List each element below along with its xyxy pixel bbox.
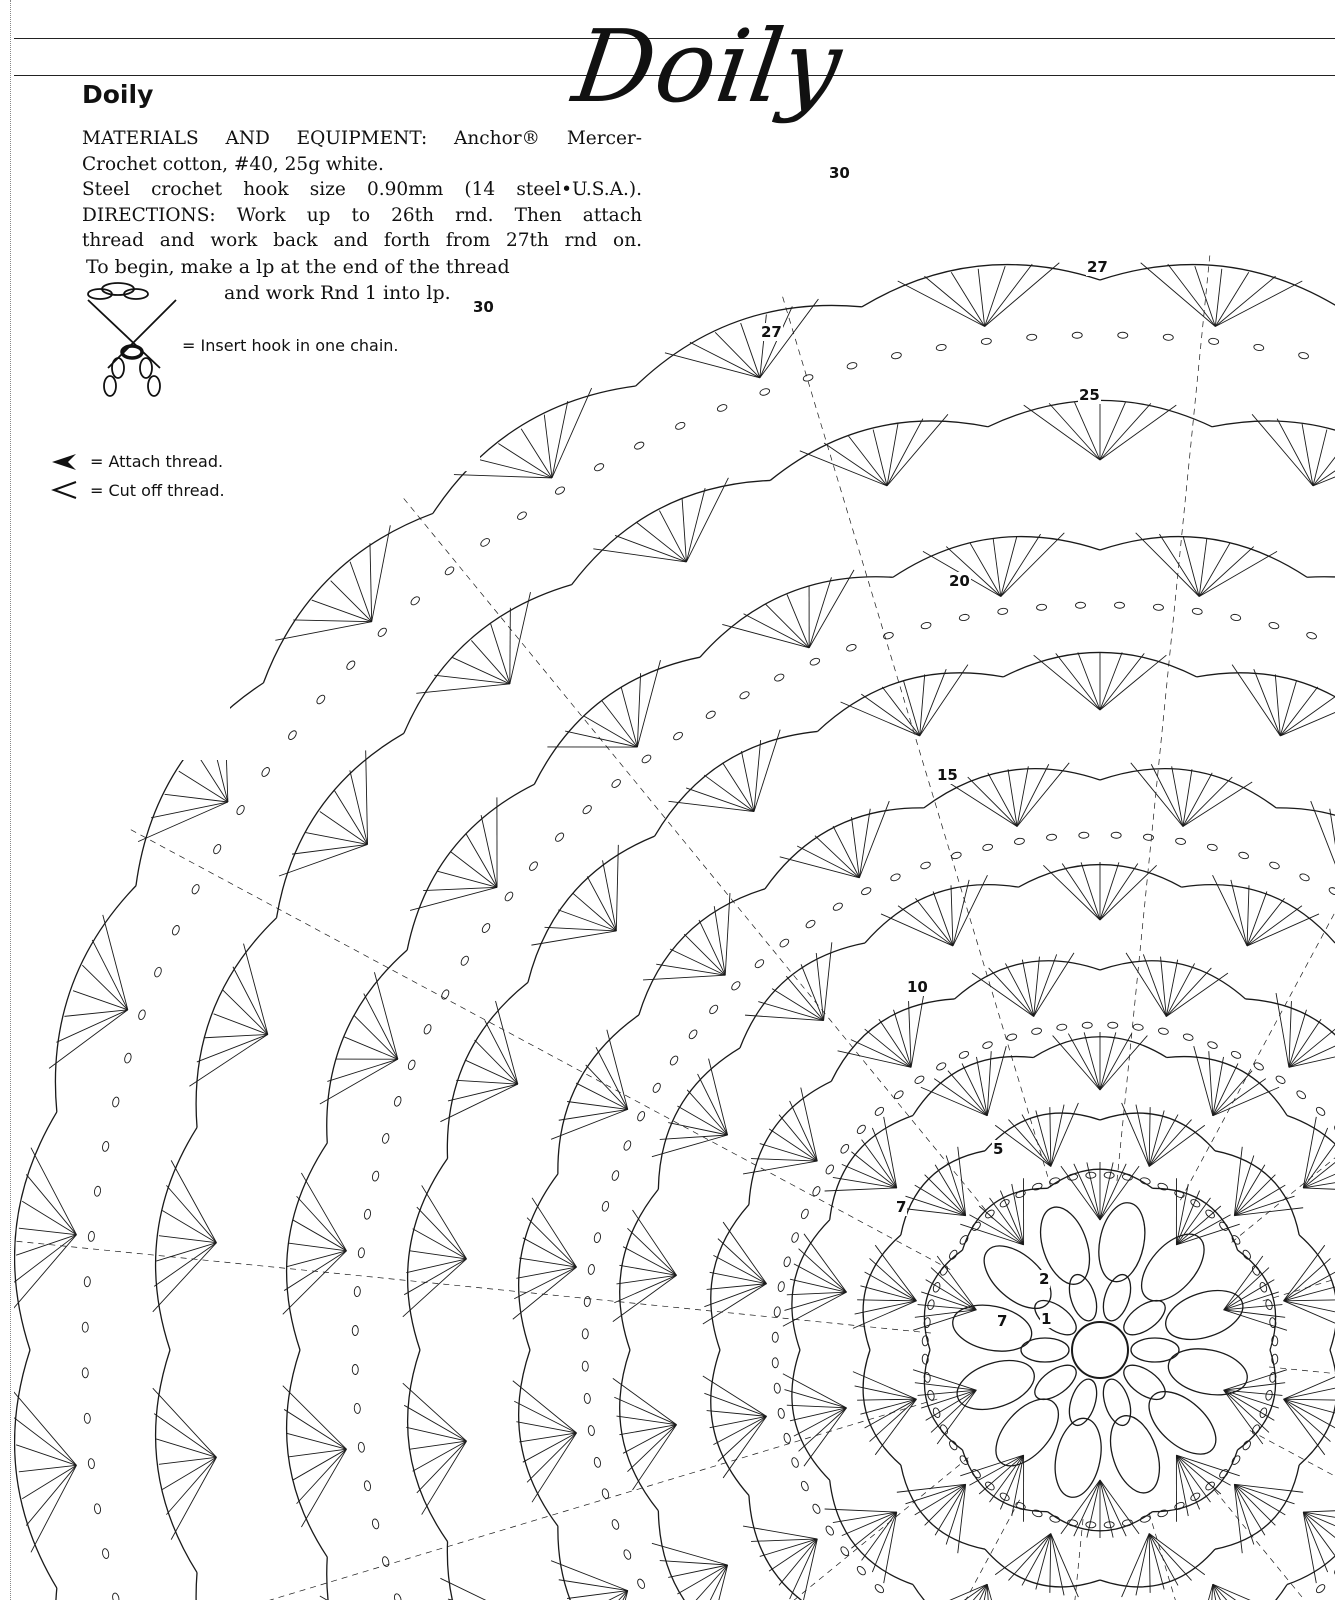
materials-line-2: Crochet cotton, #40, 25g white. <box>82 153 384 175</box>
round-label-27b: 27 <box>761 323 782 341</box>
round-label-2: 2 <box>1039 1270 1050 1288</box>
legend-insert-hook: = Insert hook in one chain. <box>182 336 399 355</box>
directions-line-1: DIRECTIONS: Work up to 26th rnd. Then attach <box>82 204 642 226</box>
intro-line-1: To begin, make a lp at the end of the thread <box>86 256 510 278</box>
round-label-25: 25 <box>1079 386 1100 404</box>
round-label-27a: 27 <box>1087 258 1108 276</box>
cut-thread-icon <box>54 482 76 498</box>
insert-hook-symbol <box>88 283 176 396</box>
legend-attach-thread: = Attach thread. <box>90 452 224 471</box>
attach-thread-icon <box>52 454 76 470</box>
materials-line-3: Steel crochet hook size 0.90mm (14 steel•U.S.A.). <box>82 179 642 200</box>
script-title: Doily <box>566 8 850 125</box>
round-label-7b: 7 <box>896 1198 907 1216</box>
round-label-7a: 7 <box>997 1312 1008 1330</box>
round-label-30b: 30 <box>473 298 494 316</box>
round-label-5: 5 <box>993 1140 1004 1158</box>
round-label-1: 1 <box>1041 1310 1052 1328</box>
directions-line-2: thread and work back and forth from 27th rnd on. <box>82 230 642 251</box>
legend-cut-thread: = Cut off thread. <box>90 481 225 500</box>
round-label-30a: 30 <box>829 164 850 182</box>
intro-line-2: and work Rnd 1 into lp. <box>224 282 451 304</box>
materials-line-1: MATERIALS AND EQUIPMENT: Anchor® Mercer- <box>82 128 642 149</box>
page-title: Doily <box>82 80 154 109</box>
round-label-10: 10 <box>907 978 928 996</box>
round-label-20: 20 <box>949 572 970 590</box>
round-label-15: 15 <box>937 766 958 784</box>
